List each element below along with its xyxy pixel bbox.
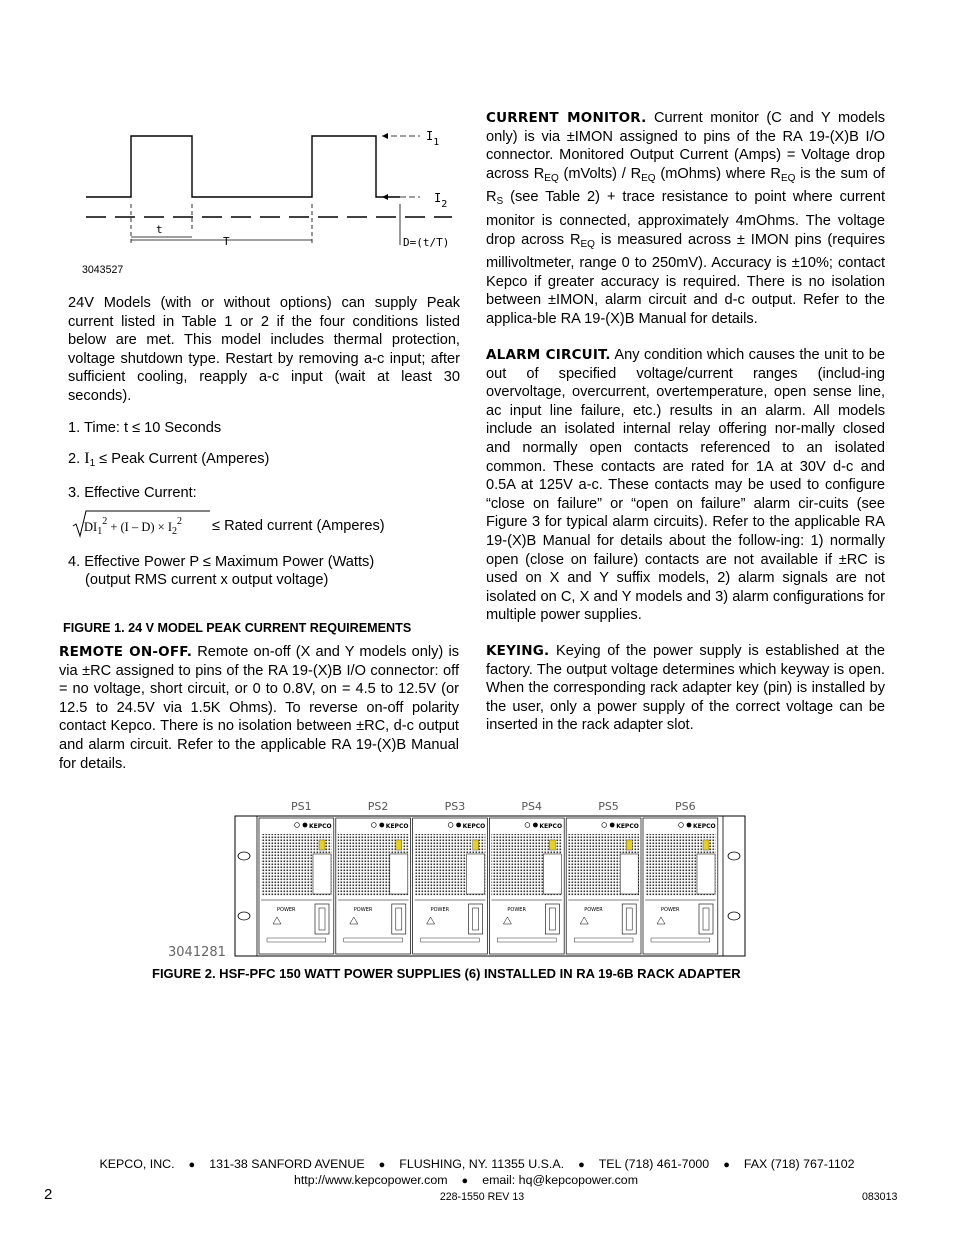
kepco-logo-icon — [533, 823, 538, 828]
power-supply-module — [643, 800, 718, 954]
adjust-panel — [543, 854, 561, 894]
date-code: 083013 — [862, 1191, 898, 1203]
effective-current-formula — [72, 508, 462, 540]
kepco-logo-icon — [456, 823, 461, 828]
peak-current-intro: 24V Models (with or without options) can supply Peak current listed in Table 1 or 2 if the four conditions listed below are met. This model includes thermal protection, voltage shutdown type. Restart by removing a-c input; after sufficient cooling, reapply a-c input (wait at least 30 seconds). — [68, 295, 460, 404]
condition-4-line2: (output RMS current x output voltage) — [85, 572, 329, 588]
label-i2: $I_2$ — [434, 191, 448, 210]
current-monitor-sub-5: EQ — [580, 238, 595, 250]
adjust-panel — [620, 854, 638, 894]
slot-label: PS2 — [367, 800, 389, 813]
footer-fax: FAX (718) 767-1102 — [743, 1157, 855, 1171]
power-supply-module — [259, 800, 334, 954]
led-indicator — [626, 840, 632, 850]
power-label: POWER — [430, 907, 450, 913]
kepco-brand-text: KEPCO — [462, 823, 486, 830]
formula-term-a-sub: 1 — [97, 526, 103, 537]
label-t: t — [156, 223, 163, 236]
power-supply-module — [336, 800, 411, 954]
led-indicator — [319, 840, 325, 850]
arrow-i1 — [382, 133, 388, 139]
current-monitor-sub-2: EQ — [641, 172, 656, 184]
formula-rhs: ≤ Rated current (Amperes) — [212, 518, 385, 534]
formula-term-b: + (I – D) × I — [110, 520, 172, 534]
current-monitor-text-4: is the sum of R — [486, 165, 885, 206]
footer-city: FLUSHING, NY. 11355 U.S.A. — [399, 1157, 565, 1171]
current-monitor-sub-1: EQ — [544, 172, 559, 184]
power-label: POWER — [507, 907, 526, 913]
current-monitor-sub-3: EQ — [780, 172, 796, 184]
power-supply-module — [413, 800, 488, 954]
figure2-caption: FIGURE 2. HSF-PFC 150 WATT POWER SUPPLIES (6) INSTALLED IN RA 19-6B RACK ADAPTER — [152, 966, 741, 981]
current-monitor-section — [486, 109, 885, 329]
formula-term-a: DI — [84, 520, 98, 534]
footer-website-link[interactable]: http://www.kepcopower.com — [293, 1173, 448, 1187]
current-monitor-text-6: is measured across ± IMON pins (requires millivoltmeter, range 0 to 250mV). Accuracy is ±10%; contact Kepco if greater accuracy is required. There is no isolation between ±IMON, alarm circuit and d-c output. Refer to the applica-ble RA 19-(X)B Manual for details. — [486, 231, 885, 327]
slot-label: PS3 — [444, 800, 466, 813]
formula-term-b-sup: 2 — [176, 516, 182, 527]
keying-heading: KEYING. — [486, 643, 550, 659]
power-supply-module — [566, 800, 641, 954]
formula-term-b-sub: 2 — [171, 526, 177, 537]
power-label: POWER — [353, 907, 373, 913]
pulse-waveform — [86, 136, 400, 197]
current-monitor-heading: CURRENT MONITOR. — [486, 110, 647, 126]
arrow-i2 — [382, 194, 388, 200]
condition-2-suffix: ≤ Peak Current (Amperes) — [95, 451, 270, 467]
page-number: 2 — [44, 1186, 53, 1203]
slot-label: PS4 — [521, 800, 543, 813]
current-monitor-text-2: (mVolts) / R — [558, 165, 642, 182]
remote-on-off-heading: REMOTE ON-OFF. — [59, 644, 193, 660]
figure1-caption: FIGURE 1. 24 V MODEL PEAK CURRENT REQUIREMENTS — [63, 621, 412, 635]
condition-1: 1. Time: t ≤ 10 Seconds — [68, 420, 222, 436]
footer-company: KEPCO, INC. — [99, 1157, 175, 1171]
figure1-drawing-number: 3043527 — [82, 264, 124, 276]
condition-2 — [68, 450, 269, 473]
footer-email-link[interactable]: email: hq@kepcopower.com — [482, 1173, 639, 1187]
led-indicator — [396, 840, 402, 850]
power-label: POWER — [661, 907, 680, 913]
current-monitor-text-1: Current monitor (C and Y models only) is via ±IMON assigned to pins of the RA 19-(X)B I/O connector. Monitored Output Current (Amps) = Voltage drop across R — [486, 110, 886, 182]
kepco-brand-text: KEPCO — [539, 823, 563, 830]
condition-4-line1: 4. Effective Power P ≤ Maximum Power (Watts) — [68, 554, 375, 570]
slot-label: PS6 — [675, 800, 696, 813]
kepco-logo-icon — [303, 823, 308, 828]
alarm-circuit-heading: ALARM CIRCUIT. — [486, 347, 611, 363]
adjust-panel — [467, 854, 485, 894]
footer-contact-line: http://www.kepcopower.com ● email: hq@kepcopower.com — [293, 1173, 639, 1187]
figure1-waveform — [80, 120, 460, 280]
alarm-circuit-section — [486, 346, 885, 625]
footer-address-line: KEPCO, INC. ● 131-38 SANFORD AVENUE ● FLUSHING, NY. 11355 U.S.A. ● TEL (718) 461-7000 ● FAX (718) 767-1102 — [99, 1157, 855, 1171]
remote-on-off-text: Remote on-off (X and Y models only) is via ±RC assigned to pins of the RA 19-(X)B I/O connector: off = no voltage, short circuit, or 0 to 0.8V, on = 4.5 to 12.5V (or 12.5 to 24.5V via 1.5K Ohms). To reverse on-off polarity contact Kepco. There is no isolation between ±RC, d-c output and alarm circuit. Refer to the applicable RA 19-(X)B Manual for details. — [59, 644, 459, 772]
current-monitor-sub-4: S — [496, 196, 504, 208]
keying-text: Keying of the power supply is established at the factory. The output voltage determines which keyway is open. When the corresponding rack adapter key (pin) is installed by the user, only a power supply of the correct voltage can be inserted in the rack adapter slot. — [486, 643, 885, 734]
condition-2-prefix: 2. — [68, 451, 85, 467]
current-monitor-text-3: (mOhms) where R — [655, 165, 781, 182]
remote-on-off-section — [59, 643, 459, 773]
keying-section — [486, 642, 885, 735]
adjust-panel — [390, 854, 408, 894]
footer-street: 131-38 SANFORD AVENUE — [209, 1157, 365, 1171]
led-indicator — [549, 840, 555, 850]
kepco-logo-icon — [379, 823, 384, 828]
figure2-rack-drawing — [160, 794, 750, 960]
current-monitor-text-5: (see Table 2) + trace resistance to point where current monitor is connected, approximately 4mOhms. The voltage drop across R — [486, 189, 885, 248]
label-duty-cycle: D=(t/T) — [403, 236, 450, 249]
formula-term-a-sup: 2 — [102, 516, 108, 527]
kepco-brand-text: KEPCO — [385, 823, 409, 830]
condition-3: 3. Effective Current: — [68, 485, 197, 501]
label-T: T — [223, 235, 230, 248]
kepco-brand-text: KEPCO — [693, 823, 716, 830]
label-i1: $I_1$ — [426, 129, 440, 148]
adjust-panel — [313, 854, 331, 894]
kepco-brand-text: KEPCO — [309, 823, 332, 830]
slot-label: PS1 — [291, 800, 312, 813]
doc-number: 228-1550 REV 13 — [439, 1191, 525, 1203]
kepco-logo-icon — [687, 823, 692, 828]
formula-terms — [84, 516, 182, 537]
condition-2-i: I — [84, 450, 90, 467]
footer-tel: TEL (718) 461-7000 — [598, 1157, 710, 1171]
condition-2-sub: 1 — [89, 458, 96, 469]
alarm-circuit-text: Any condition which causes the unit to be out of specified voltage/current ranges (includ-ing overvoltage, overcurrent, overtemperature, open sense line, ac input line failure, etc.) results in an alarm. All models include an isolated internal relay offering nor-mally closed and normally open contacts referenced to an isolated common. These contacts are rated for 1A at 30V d-c and 0.5A at 125V a-c. These contacts may be used to configure “close on failure” or “open on failure” alarm cir-cuits (see Figure 3 for typical alarm circuits). Refer to the applicable RA 19-(X)B Manual for details about the follow-ing: 1) normally open (close on failure) contacts are not available if ±RC is used on X and Y suffix models, 2) alarm signals are not isolated on C, X and Y models and 3) alarm configurations for multiple power supplies. — [486, 347, 885, 624]
led-indicator — [703, 840, 709, 850]
power-supply-module — [489, 800, 564, 954]
led-indicator — [473, 840, 479, 850]
kepco-brand-text: KEPCO — [616, 823, 639, 830]
slot-label: PS5 — [598, 800, 619, 813]
figure2-drawing-number: 3041281 — [168, 945, 226, 960]
adjust-panel — [697, 854, 715, 894]
power-label: POWER — [277, 907, 296, 913]
kepco-logo-icon — [610, 823, 615, 828]
power-label: POWER — [584, 907, 603, 913]
